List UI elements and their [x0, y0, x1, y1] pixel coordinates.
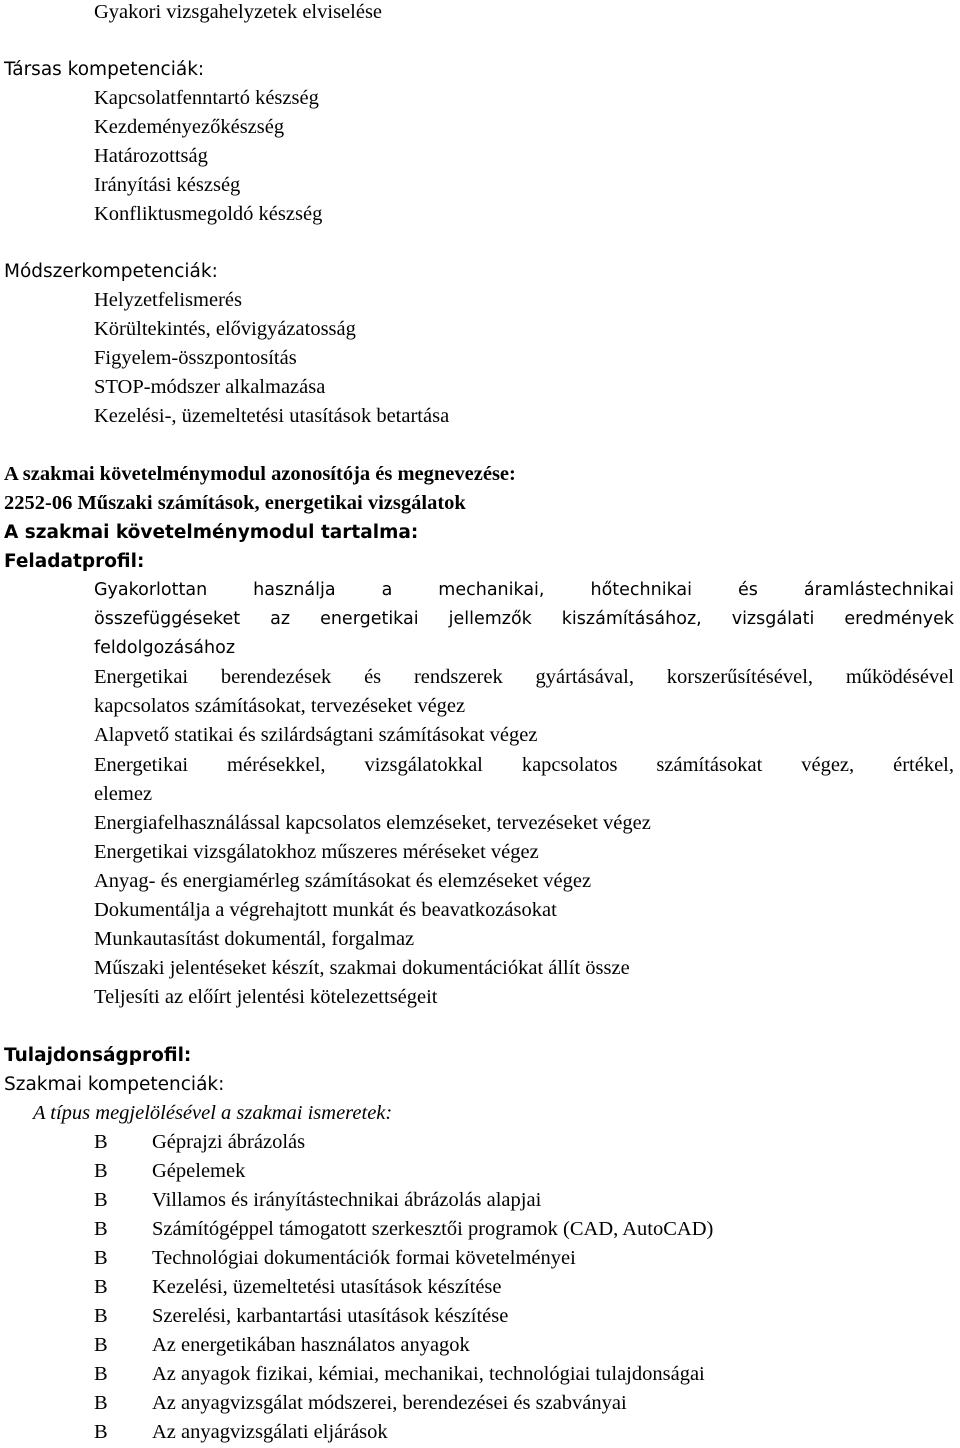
- type-marker: B: [94, 1160, 108, 1182]
- knowledge-text: Kezelési, üzemeltetési utasítások készítése: [152, 1276, 502, 1298]
- knowledge-text: Szerelési, karbantartási utasítások készítése: [152, 1305, 509, 1327]
- method-competence-heading: Módszerkompetenciák:: [4, 261, 218, 282]
- type-marker: B: [94, 1334, 108, 1356]
- list-item: STOP-módszer alkalmazása: [94, 376, 326, 398]
- knowledge-row: [0, 1273, 960, 1302]
- knowledge-row: [0, 1331, 960, 1360]
- knowledge-row: [0, 1186, 960, 1215]
- task-line: Alapvető statikai és szilárdságtani számításokat végez: [94, 724, 538, 746]
- task-line: Energetikai vizsgálatokhoz műszeres méréseket végez: [94, 841, 539, 863]
- social-competence-heading: Társas kompetenciák:: [4, 59, 205, 80]
- list-item: Irányítási készség: [94, 174, 241, 196]
- list-item: Körültekintés, elővigyázatosság: [94, 318, 356, 340]
- knowledge-row: [0, 1360, 960, 1389]
- knowledge-row: [0, 1302, 960, 1331]
- module-id-value: 2252-06 Műszaki számítások, energetikai vizsgálatok: [4, 492, 466, 514]
- knowledge-text: Az anyagvizsgálati eljárások: [152, 1421, 388, 1443]
- task-line: Energetikai mérésekkel, vizsgálatokkal kapcsolatos számításokat végez, értékel,: [94, 754, 954, 776]
- task-line: feldolgozásához: [94, 638, 236, 658]
- list-item: Kezelési-, üzemeltetési utasítások betartása: [94, 405, 450, 427]
- task-line: Energetikai berendezések és rendszerek gyártásával, korszerűsítésével, működésével: [94, 666, 954, 688]
- knowledge-row: [0, 1157, 960, 1186]
- task-profile-heading: Feladatprofil:: [4, 551, 145, 572]
- type-marker: B: [94, 1363, 108, 1385]
- task-line: Energiafelhasználással kapcsolatos elemzéseket, tervezéseket végez: [94, 812, 651, 834]
- list-item: Kezdeményezőkészség: [94, 116, 285, 138]
- task-line: Gyakorlottan használja a mechanikai, hőtechnikai és áramlástechnikai: [94, 580, 954, 600]
- knowledge-text: Az anyagok fizikai, kémiai, mechanikai, technológiai tulajdonságai: [152, 1363, 705, 1385]
- knowledge-row: [0, 1215, 960, 1244]
- task-line: Teljesíti az előírt jelentési kötelezettségeit: [94, 986, 438, 1008]
- knowledge-text: Villamos és irányítástechnikai ábrázolás alapjai: [152, 1189, 542, 1211]
- exam-stress-line: Gyakori vizsgahelyzetek elviselése: [94, 1, 383, 23]
- property-profile-heading: Tulajdonságprofil:: [4, 1045, 192, 1066]
- list-item: Kapcsolatfenntartó készség: [94, 87, 319, 109]
- type-note: A típus megjelölésével a szakmai ismeretek:: [33, 1102, 393, 1124]
- type-marker: B: [94, 1247, 108, 1269]
- list-item: Figyelem-összpontosítás: [94, 347, 297, 369]
- knowledge-text: Gépelemek: [152, 1160, 246, 1182]
- task-line: Munkautasítást dokumentál, forgalmaz: [94, 928, 415, 950]
- list-item: Helyzetfelismerés: [94, 289, 242, 311]
- knowledge-text: Számítógéppel támogatott szerkesztői programok (CAD, AutoCAD): [152, 1218, 714, 1240]
- task-line: Dokumentálja a végrehajtott munkát és beavatkozásokat: [94, 899, 557, 921]
- type-marker: B: [94, 1131, 108, 1153]
- type-marker: B: [94, 1276, 108, 1298]
- knowledge-row: [0, 1244, 960, 1273]
- task-line: kapcsolatos számításokat, tervezéseket végez: [94, 695, 466, 717]
- task-line: Műszaki jelentéseket készít, szakmai dokumentációkat állít össze: [94, 957, 630, 979]
- task-line: összefüggéseket az energetikai jellemzők kiszámításához, vizsgálati eredmények: [94, 609, 954, 629]
- professional-competence-heading: Szakmai kompetenciák:: [4, 1074, 225, 1095]
- task-line: Anyag- és energiamérleg számításokat és elemzéseket végez: [94, 870, 592, 892]
- knowledge-row: [0, 1418, 960, 1447]
- module-content-heading: A szakmai követelménymodul tartalma:: [4, 522, 419, 543]
- type-marker: B: [94, 1421, 108, 1443]
- knowledge-row: [0, 1128, 960, 1157]
- list-item: Konfliktusmegoldó készség: [94, 203, 323, 225]
- type-marker: B: [94, 1218, 108, 1240]
- knowledge-text: Technológiai dokumentációk formai követelményei: [152, 1247, 576, 1269]
- knowledge-text: Az anyagvizsgálat módszerei, berendezései és szabványai: [152, 1392, 627, 1414]
- task-line: elemez: [94, 783, 153, 805]
- knowledge-row: [0, 1389, 960, 1418]
- list-item: Határozottság: [94, 145, 208, 167]
- module-id-heading: A szakmai követelménymodul azonosítója és megnevezése:: [4, 463, 516, 485]
- type-marker: B: [94, 1189, 108, 1211]
- type-marker: B: [94, 1392, 108, 1414]
- knowledge-text: Az energetikában használatos anyagok: [152, 1334, 470, 1356]
- type-marker: B: [94, 1305, 108, 1327]
- knowledge-text: Géprajzi ábrázolás: [152, 1131, 306, 1153]
